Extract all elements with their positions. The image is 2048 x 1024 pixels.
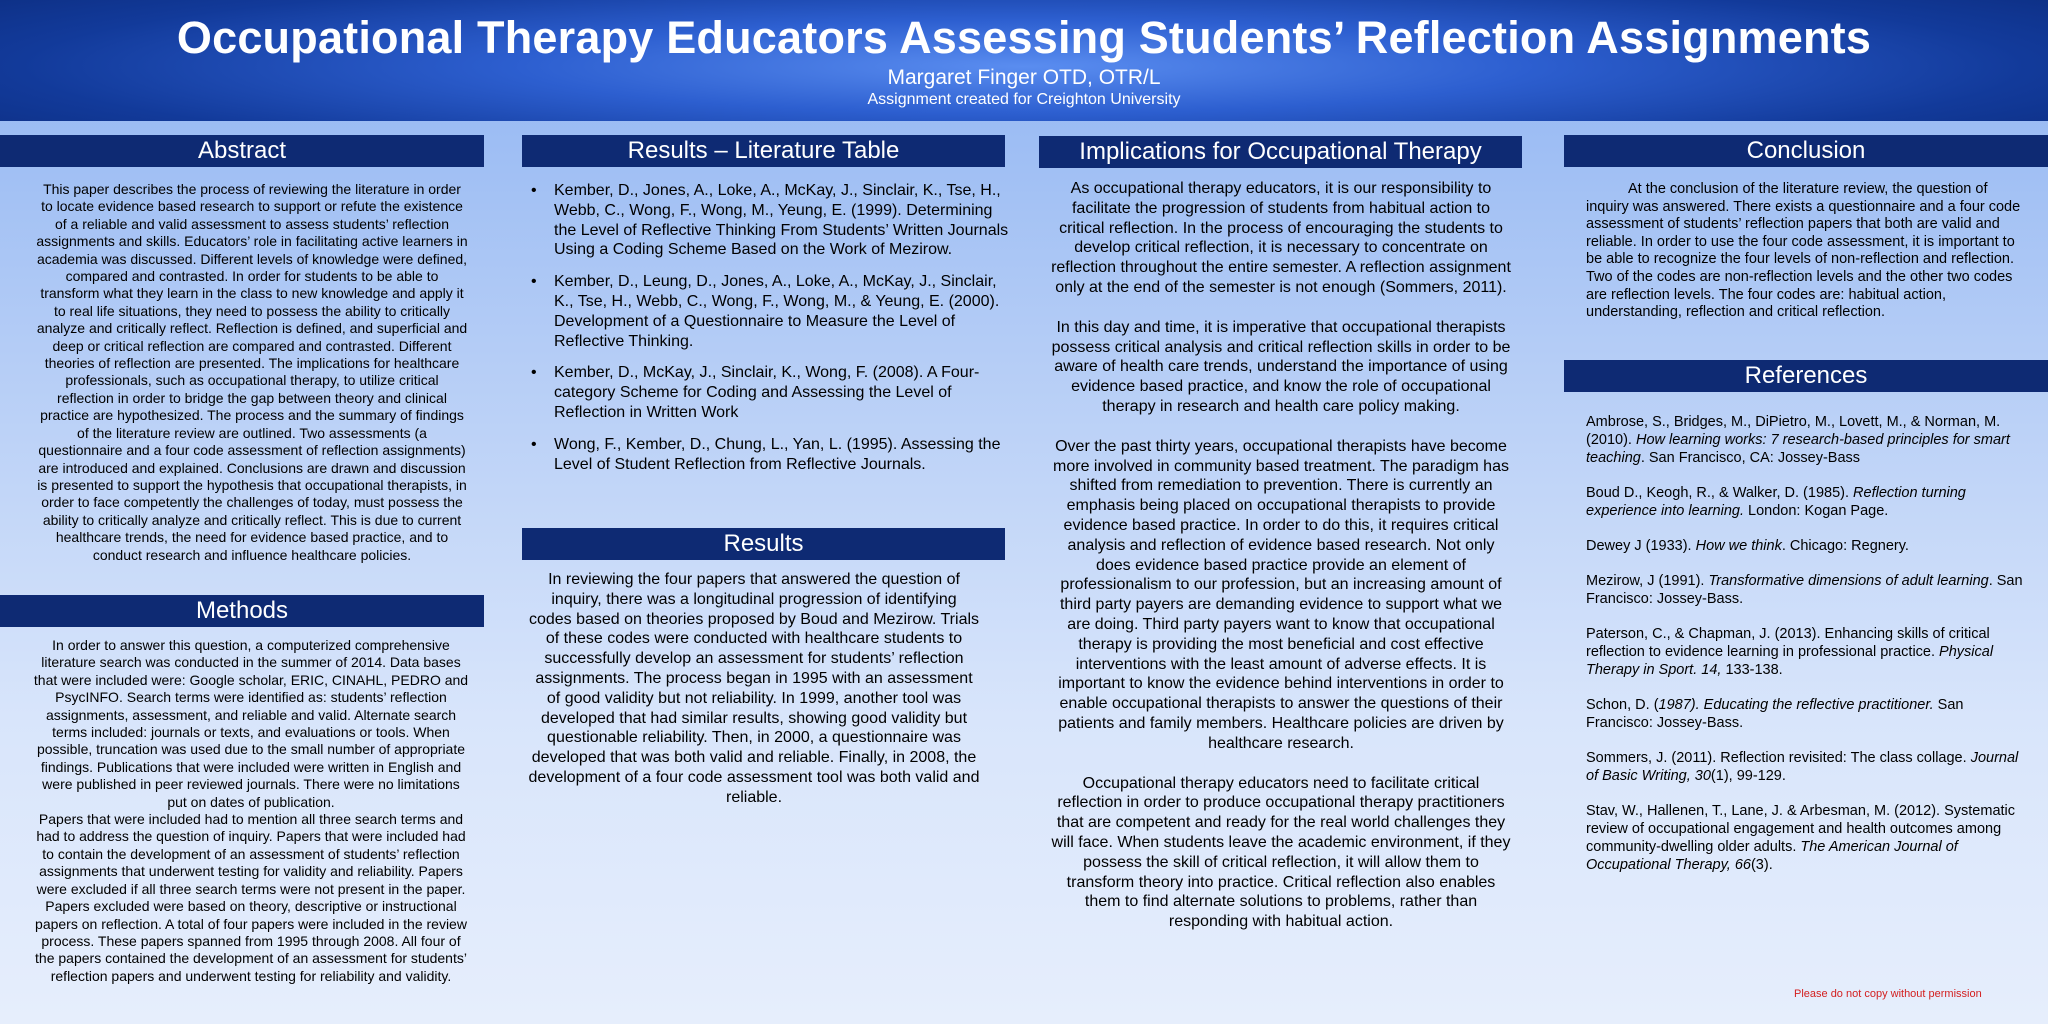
implications-paragraph-1: As occupational therapy educators, it is our responsibility to facilitate the progression of students from habitual action to critical reflection. In the process of encouraging the students to develop critical reflection, it is necessary to concentrate on reflection throughout the entire semester. A reflection assignment only at the end of the semester is not enough (Sommers, 2011). <box>1051 180 1511 296</box>
poster-title: Occupational Therapy Educators Assessing Students’ Reflection Assignments <box>176 12 1872 63</box>
abstract-heading: Abstract <box>0 135 484 167</box>
implications-paragraph-4: Occupational therapy educators need to facilitate critical reflection in order to produce occupational therapy practitioners that are competent and ready for the real world challenges they will face. When students leave the academic environment, if they possess the skill of critical reflection, it will allow them to transform theory into practice. Critical reflection also enables them to find alternate solutions to problems, rather than responding with habitual action. <box>1051 774 1511 931</box>
conclusion-paragraph: At the conclusion of the literature review, the question of inquiry was answered. There exists a questionnaire and a four code assessment of students’ reflection papers that both are valid and reliable. In order to use the four code assessment, it is important to be able to recognize the four levels of non-reflection and reflection. Two of the codes are non-reflection levels and the other two codes are reflection levels. The four codes are: habitual action, understanding, reflection and critical reflection. <box>1586 181 2021 321</box>
conclusion-heading: Conclusion <box>1564 135 2048 167</box>
literature-item: • Kember, D., McKay, J., Sinclair, K., Wong, F. (2008). A Four-category Scheme for Coding and Assessing the Level of Reflection in Written Work <box>554 363 1019 422</box>
methods-heading: Methods <box>0 595 484 627</box>
reference-item: Dewey J (1933). How we think. Chicago: Regnery. <box>1586 538 1909 554</box>
references-list <box>1586 413 2030 891</box>
spacer <box>1048 298 1514 318</box>
reference-item: Mezirow, J (1991). Transformative dimensions of adult learning. San Francisco: Jossey-Bass. <box>1586 573 2023 607</box>
results-text <box>528 570 980 808</box>
methods-paragraph-1: In order to answer this question, a computerized comprehensive literature search was conducted in the summer of 2014. Data bases that were included were: Google scholar, ERIC, CINAHL, PEDRO and PsycINFO. Search terms were identified as: students’ reflection assignments, assessment, and reliable and valid. Alternate search terms included: journals or texts, and evaluations or tools. When possible, truncation was used due to the small number of appropriate findings. Publications that were included were written in English and were published in peer reviewed journals. There were no limitations put on dates of publication. <box>33 637 469 810</box>
reference-item: Stav, W., Hallenen, T., Lane, J. & Arbesman, M. (2012). Systematic review of occupational engagement and health outcomes among community-dwelling older adults. The American Journal of Occupational Therapy, 66(3). <box>1586 803 2016 873</box>
reference-item: Boud D., Keogh, R., & Walker, D. (1985). Reflection turning experience into learning. London: Kogan Page. <box>1586 485 1966 519</box>
author-name: Margaret Finger OTD, OTR/L <box>887 66 1161 89</box>
literature-table-heading: Results – Literature Table <box>522 135 1005 167</box>
poster-header <box>0 0 2048 121</box>
methods-text <box>32 637 470 985</box>
conclusion-text <box>1586 181 2030 322</box>
reference-item: Sommers, J. (2011). Reflection revisited: The class collage. Journal of Basic Writing, 30(1), 99-129. <box>1586 750 2019 784</box>
implications-heading: Implications for Occupational Therapy <box>1039 136 1522 168</box>
literature-item: • Kember, D., Leung, D., Jones, A., Loke, A., McKay, J., Sinclair, K., Tse, H., Webb, C., Wong, F., Wong, M., & Yeung, E. (2000). Development of a Questionnaire to Measure the Level of Reflective Thinking. <box>554 272 1019 351</box>
implications-paragraph-3: Over the past thirty years, occupational therapists have become more involved in community based treatment. The paradigm has shifted from remediation to prevention. There is currently an emphasis being placed on occupational therapists to provide evidence based practice. In order to do this, it requires critical analysis and reflection of evidence based research. Not only does evidence based practice provide an element of professionalism to our profession, but an increasing amount of third party payers are demanding evidence to support what we are doing. Third party payers want to know that occupational therapy is providing the most beneficial and cost effective interventions with the least amount of adverse effects. It is important to know the evidence behind interventions in order to enable occupational therapists to answer the questions of their patients and family members. Healthcare policies are driven by healthcare research. <box>1053 437 1509 752</box>
spacer <box>1048 754 1514 774</box>
references-heading: References <box>1564 360 2048 392</box>
results-heading: Results <box>522 528 1005 560</box>
reference-item: Schon, D. (1987). Educating the reflective practitioner. San Francisco: Jossey-Bass. <box>1586 697 1964 731</box>
spacer <box>1048 417 1514 437</box>
abstract-text <box>36 181 468 564</box>
methods-paragraph-2: Papers that were included had to mention all three search terms and had to address the question of inquiry. Papers that were included had to contain the development of an assessment of students’ reflection assignments that underwent testing for validity and reliability. Papers were excluded if all three search terms were not present in the paper. Papers excluded were based on theory, descriptive or instructional papers on reflection. A total of four papers were included in the review process. These papers spanned from 1995 through 2008. All four of the papers contained the development of an assessment for students’ reflection papers and underwent testing for reliability and validity. <box>35 811 467 984</box>
results-paragraph: In reviewing the four papers that answered the question of inquiry, there was a longitudinal progression of identifying codes based on theories proposed by Boud and Mezirow. Trials of these codes were conducted with healthcare students to successfully develop an assessment for students’ reflection assignments. The process began in 1995 with an assessment of good validity but not reliability. In 1999, another tool was developed that had similar results, showing good validity but questionable reliability. Then, in 2000, a questionnaire was developed that was both valid and reliable. Finally, in 2008, the development of a four code assessment tool was both valid and reliable. <box>528 571 980 806</box>
copyright-notice: Please do not copy without permission <box>1794 988 1982 1000</box>
implications-paragraph-2: In this day and time, it is imperative that occupational therapists possess critical analysis and critical reflection skills in order to be aware of health care trends, understand the importance of using evidence based practice, and know the role of occupational therapy in research and health care policy making. <box>1051 318 1511 415</box>
implications-text <box>1048 179 1514 932</box>
assignment-note: Assignment created for Creighton University <box>867 91 1181 108</box>
abstract-paragraph: This paper describes the process of reviewing the literature in order to locate evidence based research to support or refute the existence of a reliable and valid assessment to assess students’ reflection assignments and skills. Educators’ role in facilitating active learners in academia was discussed. Different levels of knowledge were defined, compared and contrasted. In order for students to be able to transform what they learn in the class to new knowledge and apply it to real life situations, they need to possess the ability to critically analyze and critically reflect. Reflection is defined, and superficial and deep or critical reflection are compared and contrasted. Different theories of reflection are presented. The implications for healthcare professionals, such as occupational therapy, to utilize critical reflection in order to bridge the gap between theory and clinical practice are hypothesized. The process and the summary of findings of the literature review are outlined. Two assessments (a questionnaire and a four code assessment of reflection assignments) are introduced and explained. Conclusions are drawn and discussion is presented to support the hypothesis that occupational therapists, in order to face competently the challenges of today, must possess the ability to critically analyze and critically reflect. This is due to current healthcare trends, the need for evidence based practice, and to conduct research and influence healthcare policies. <box>36 181 468 563</box>
literature-item: • Wong, F., Kember, D., Chung, L., Yan, L. (1995). Assessing the Level of Student Reflection from Reflective Journals. <box>554 435 1019 475</box>
reference-item: Paterson, C., & Chapman, J. (2013). Enhancing skills of critical reflection to evidence learning in professional practice. Physical Therapy in Sport. 14, 133-138. <box>1586 626 1994 678</box>
literature-list <box>522 181 1019 486</box>
reference-item: Ambrose, S., Bridges, M., DiPietro, M., Lovett, M., & Norman, M. (2010). How learning works: 7 research-based principles for smart teaching. San Francisco, CA: Jossey-Bass <box>1586 414 2010 466</box>
literature-item: • Kember, D., Jones, A., Loke, A., McKay, J., Sinclair, K., Tse, H., Webb, C., Wong, F., Wong, M., Yeung, E. (1999). Determining the Level of Reflective Thinking From Students’ Written Journals Using a Coding Scheme Based on the Work of Mezirow. <box>554 181 1019 260</box>
